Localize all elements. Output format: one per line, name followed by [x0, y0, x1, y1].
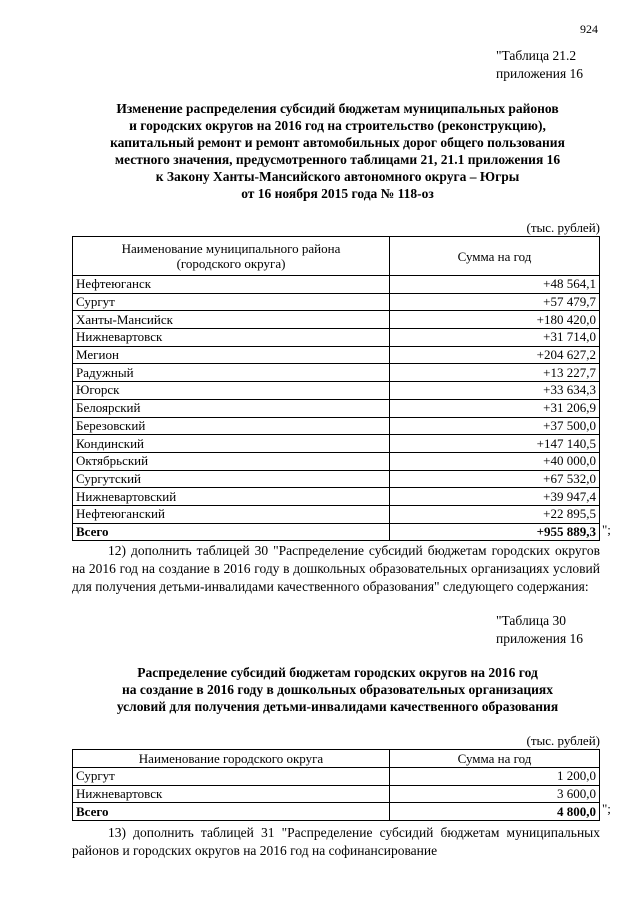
table-reference-line: "Таблица 30 — [496, 613, 566, 628]
table-row — [73, 785, 600, 803]
header-name-cell — [73, 237, 390, 276]
table-row — [73, 293, 600, 311]
table-header-row — [73, 237, 600, 276]
table-row — [73, 452, 600, 470]
row-name: Белоярский — [73, 399, 390, 417]
table-row — [73, 488, 600, 506]
table-title — [60, 664, 615, 715]
row-name: Сургут — [73, 768, 390, 786]
row-name: Березовский — [73, 417, 390, 435]
total-value: +955 889,3 — [390, 523, 600, 541]
unit-label: (тыс. рублей) — [526, 733, 600, 748]
title-line: капитальный ремонт и ремонт автомобильных дорог общего пользования — [110, 135, 565, 150]
table-row — [73, 399, 600, 417]
table-row — [73, 417, 600, 435]
table-reference — [496, 612, 583, 648]
table-row — [73, 329, 600, 347]
table-row — [73, 505, 600, 523]
subsidy-change-table — [72, 236, 600, 541]
title-line: местного значения, предусмотренного таблицами 21, 21.1 приложения 16 — [114, 152, 561, 167]
total-row — [73, 803, 600, 821]
total-label: Всего — [73, 523, 390, 541]
title-line: условий для получения детьми-инвалидами качественного образования — [116, 699, 559, 714]
row-name: Нижневартовский — [73, 488, 390, 506]
row-sum: +13 227,7 — [390, 364, 600, 382]
row-name: Нефтеюганск — [73, 276, 390, 294]
title-line: на создание в 2016 году в дошкольных образовательных организациях — [122, 682, 553, 697]
title-line: от 16 ноября 2015 года № 118-оз — [241, 186, 434, 201]
row-sum: 1 200,0 — [390, 768, 600, 786]
table-row — [73, 276, 600, 294]
row-name: Сургутский — [73, 470, 390, 488]
row-sum: +31 206,9 — [390, 399, 600, 417]
table-row — [73, 382, 600, 400]
table-reference-line: "Таблица 21.2 — [496, 48, 577, 63]
row-name: Нижневартовск — [73, 785, 390, 803]
row-sum: +48 564,1 — [390, 276, 600, 294]
table-row — [73, 470, 600, 488]
total-value: 4 800,0 — [390, 803, 600, 821]
row-sum: +204 627,2 — [390, 346, 600, 364]
header-name-cell: Наименование городского округа — [73, 750, 390, 768]
row-sum: +67 532,0 — [390, 470, 600, 488]
row-name: Ханты-Мансийск — [73, 311, 390, 329]
table-row — [73, 364, 600, 382]
row-name: Кондинский — [73, 435, 390, 453]
table-reference — [496, 47, 583, 83]
row-sum: +180 420,0 — [390, 311, 600, 329]
table-row — [73, 435, 600, 453]
row-name: Сургут — [73, 293, 390, 311]
table-header-row — [73, 750, 600, 768]
row-sum: +37 500,0 — [390, 417, 600, 435]
row-sum: +33 634,3 — [390, 382, 600, 400]
title-line: и городских округов на 2016 год на строительство (реконструкцию), — [129, 118, 546, 133]
paragraph-12: 12) дополнить таблицей 30 "Распределение субсидий бюджетам городских округов на 2016 год на создание в 2016 году в дошкольных образовательных организациях условий для получения детьми-инвалидами качественного образования" следующего содержания: — [72, 543, 600, 594]
row-sum: +39 947,4 — [390, 488, 600, 506]
table-row — [73, 311, 600, 329]
unit-label: (тыс. рублей) — [526, 220, 600, 235]
title-line: к Закону Ханты-Мансийского автономного округа – Югры — [155, 169, 520, 184]
table-row — [73, 768, 600, 786]
row-name: Мегион — [73, 346, 390, 364]
total-row — [73, 523, 600, 541]
header-name-line: Наименование муниципального района — [121, 241, 341, 256]
paragraph-13: 13) дополнить таблицей 31 "Распределение субсидий бюджетам муниципальных районов и городских округов на 2016 год на софинансирование — [72, 825, 600, 858]
row-sum: 3 600,0 — [390, 785, 600, 803]
total-label: Всего — [73, 803, 390, 821]
row-name: Нефтеюганский — [73, 505, 390, 523]
closing-quote: "; — [602, 801, 611, 816]
row-sum: +31 714,0 — [390, 329, 600, 347]
table-row — [73, 346, 600, 364]
row-name: Нижневартовск — [73, 329, 390, 347]
page-number: 924 — [580, 22, 598, 36]
row-name: Радужный — [73, 364, 390, 382]
header-name-line: (городского округа) — [176, 256, 286, 271]
row-name: Югорск — [73, 382, 390, 400]
table-title — [60, 100, 615, 202]
row-sum: +22 895,5 — [390, 505, 600, 523]
appendix-reference-line: приложения 16 — [496, 66, 584, 81]
header-sum-cell: Сумма на год — [390, 750, 600, 768]
title-line: Изменение распределения субсидий бюджетам муниципальных районов — [116, 101, 559, 116]
row-sum: +147 140,5 — [390, 435, 600, 453]
header-sum-cell: Сумма на год — [390, 237, 600, 276]
subsidy-distribution-table — [72, 749, 600, 821]
title-line: Распределение субсидий бюджетам городских округов на 2016 год — [137, 665, 538, 680]
row-name: Октябрьский — [73, 452, 390, 470]
row-sum: +57 479,7 — [390, 293, 600, 311]
row-sum: +40 000,0 — [390, 452, 600, 470]
appendix-reference-line: приложения 16 — [496, 631, 584, 646]
closing-quote: "; — [602, 522, 611, 537]
